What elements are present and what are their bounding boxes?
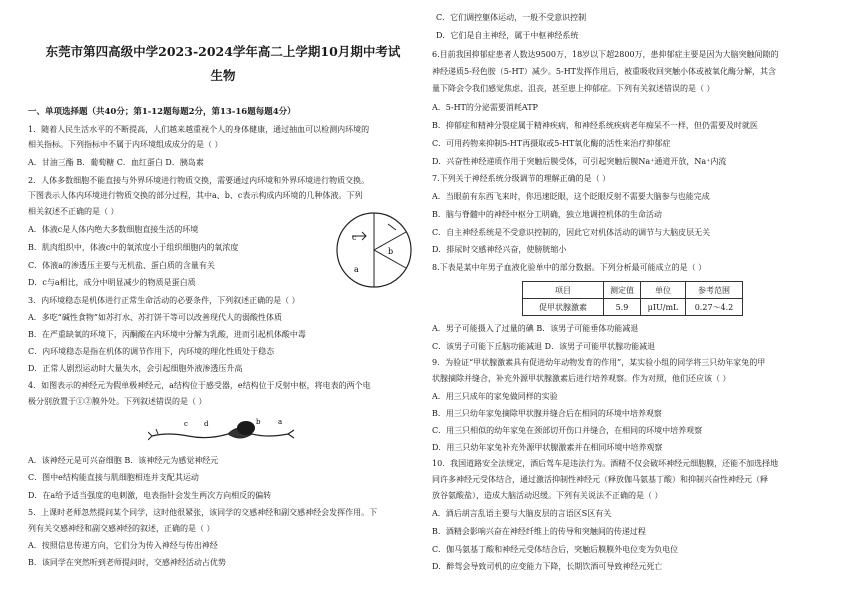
lab-result-table [522, 281, 743, 316]
text-line: 同许多神经元受体结合，通过激活抑制性神经元（释放伽马氨基丁酸）和抑制兴奋性神经元（释 [432, 475, 768, 484]
text-line: A．酒后胡言乱语主要与大脑皮层的言语区S区有关 [432, 509, 612, 518]
text-line: 10．我国道路安全法规定，酒后驾车是违法行为。酒精不仅会破坏神经元细胞膜，还能不加选择地 [432, 459, 779, 468]
table-header: 参考范围 [686, 282, 743, 299]
section-heading: 一、单项选择题（共40分；第1-12题每题2分，第13-16题每题4分） [28, 107, 296, 117]
text-line: D．它们是自主神经，属于中枢神经系统 [436, 31, 579, 40]
text-line: 7.下列关于神经系统分级调节的理解正确的是（ ） [432, 174, 611, 183]
text-line: B．在严重缺氧的环境下，丙酮酸在内环境中分解为乳酸，进而引起机体酸中毒 [28, 330, 306, 339]
label-a: a [278, 418, 283, 426]
text-line: D．用三只幼年家兔补充外源甲状腺激素并在相同环境中培养观察 [432, 443, 663, 452]
text-line: B．脑与脊髓中的神经中枢分工明确，独立地调控机体的生命活动 [432, 210, 662, 219]
subject-title: 生物 [210, 68, 236, 83]
text-line: A．用三只成年的家兔做同样的实验 [432, 392, 558, 401]
table-header-row [523, 282, 743, 299]
text-line: B．酒精会影响兴奋在神经纤维上的传导和突触间的传递过程 [432, 527, 646, 536]
text-line: A．男子可能摄入了过量的碘 B．该男子可能垂体功能减退 [432, 324, 639, 333]
text-line: A．按照信息传递方向，它们分为传入神经与传出神经 [28, 541, 218, 550]
label-c: c [184, 420, 188, 428]
text-line: 列有关交感神经和副交感神经的叙述，正确的是（ ） [28, 524, 215, 533]
text-line: 极分别放置于①②膜外处。下列叙述错误的是（ ） [28, 397, 207, 406]
table-cell: 5.9 [604, 299, 641, 316]
text-line: C．可用药物来抑制5-HT再摄取或5-HT氧化酶的活性来治疗抑郁症 [432, 139, 671, 148]
text-line: 5．上课时老师忽然提问某个同学，这时他很紧张，该同学的交感神经和副交感神经会发挥作用。下 [28, 508, 378, 517]
text-line: C．体液a的渗透压主要与无机盐、蛋白质的含量有关 [28, 261, 215, 270]
table-header: 测定值 [604, 282, 641, 299]
table-cell: 促甲状腺激素 [523, 299, 604, 316]
text-line: B．抑郁症和精神分裂症属于精神疾病，和神经系统疾病老年痴呆不一样，但仍需要及时就医 [432, 121, 758, 130]
text-line: 8.下表是某中年男子血液化验单中的部分数据。下列分析最可能成立的是（ ） [432, 263, 707, 272]
label-d: d [204, 420, 209, 428]
body-fluid-diagram [332, 210, 416, 290]
text-line: 1．随着人民生活水平的不断提高，人们越来越重视个人的身体健康，通过抽血可以检测内环境的 [28, 125, 370, 134]
text-line: 放谷氨酸盐），造成大脑活动迟缓。下列有关说法不正确的是（ ） [432, 491, 663, 500]
label-a: a [354, 265, 359, 274]
text-line: 相关指标。下列指标中不属于内环境组成成分的是（ ） [28, 140, 223, 149]
table-header: 项目 [523, 282, 604, 299]
text-line: 神经递质5-羟色胺（5-HT）减少。5-HT发挥作用后，被重吸收回突触小体或被氧化酶分解，其含 [432, 67, 776, 76]
label-b: b [256, 418, 261, 426]
text-line: 4．如图表示的神经元为假单极神经元，a结构位于感受器，e结构位于反射中枢，将电表的两个电 [28, 381, 371, 390]
table-cell: 0.27～4.2 [686, 299, 743, 316]
text-line: 6.目前我国抑郁症患者人数达9500万，18岁以下超2800万，患抑郁症主要是因为大脑突触间隙的 [432, 50, 779, 59]
text-line: D．c与a相比，成分中明显减少的物质是蛋白质 [28, 278, 196, 287]
label-b: b [388, 247, 394, 256]
text-line: 2．人体多数细胞不能直接与外界环境进行物质交换，需要通过内环境和外界环境进行物质交换。 [28, 176, 370, 185]
table-header: 单位 [641, 282, 686, 299]
text-line: 下图表示人体内环境进行物质交换的部分过程，其中a、b、c表示构成内环境的几种体液。下列 [28, 191, 363, 200]
text-line: C．内环境稳态是指在机体的调节作用下，内环境的理化性质处于稳态 [28, 347, 275, 356]
text-line: 3．内环境稳态是机体进行正常生命活动的必要条件，下列叙述正确的是（ ） [28, 296, 300, 305]
text-line: D．在a给予适当强度的电刺激，电表指针会发生两次方向相反的偏转 [28, 491, 272, 500]
table-row [523, 299, 743, 316]
text-line: C．伽马氨基丁酸和神经元受体结合后，突触后膜膜外电位变为负电位 [432, 545, 679, 554]
text-line: C．用三只相似的幼年家兔在颈部切开伤口并缝合，在相同的环境中培养观察 [432, 426, 703, 435]
text-line: 状腺摘除并缝合，补充外源甲状腺激素后进行培养观察。作为对照，他们还应该（ ） [432, 374, 731, 383]
text-line: A．甘油三酯 B．葡萄糖 C．血红蛋白 D．胰岛素 [28, 158, 204, 167]
text-line: 9．为验证“甲状腺激素具有促进幼年动物发育的作用”，某实验小组的同学将三只幼年家兔的甲 [432, 358, 766, 367]
text-line: B．该同学在突然听到老师提问时，交感神经活动占优势 [28, 558, 226, 567]
label-c: c [352, 233, 357, 242]
text-line: B．用三只幼年家兔摘除甲状腺并缝合后在相同的环境中培养观察 [432, 409, 662, 418]
text-line: B．肌肉组织中，体液c中的氧浓度小于组织细胞内的氧浓度 [28, 243, 239, 252]
text-line: A．体液c是人体内绝大多数细胞直接生活的环境 [28, 225, 199, 234]
text-line: C．它们调控躯体运动，一般不受意识控制 [436, 13, 587, 22]
text-line: D．醉驾会导致司机的应变能力下降，长期饮酒可导致神经元死亡 [432, 562, 663, 571]
exam-title: 东莞市第四高级中学2023-2024学年高二上学期10月期中考试 [45, 44, 401, 59]
text-line: 量下降会令我们感觉焦虑、沮丧，甚至患上抑郁症。下列有关叙述错误的是（ ） [432, 84, 715, 93]
text-line: C．该男子可能下丘脑功能减退 D．该男子可能甲状腺功能减退 [432, 342, 656, 351]
text-line: C．自主神经系统是不受意识控制的，因此它对机体活动的调节与大脑皮层无关 [432, 228, 711, 237]
text-line: D．兴奋性神经递质作用于突触后膜受体，可引起突触后膜Na⁺通道开放，Na⁺内流 [432, 157, 727, 166]
neuron-diagram [148, 412, 298, 448]
text-line: C．图中e结构能直接与肌细胞相连并支配其运动 [28, 473, 199, 482]
text-line: A．该神经元是可兴奋细胞 B．该神经元为感觉神经元 [28, 456, 219, 465]
text-line: A．5-HT的分泌需要消耗ATP [432, 103, 538, 112]
text-line: D．排尿时交感神经兴奋，使膀胱缩小 [432, 245, 567, 254]
table-cell: μIU/mL [641, 299, 686, 316]
text-line: D．正常人剧烈运动时大量失水，会引起细胞外液渗透压升高 [28, 364, 243, 373]
text-line: A．当眼前有东西飞来时，你迅速眨眼，这个眨眼反射不需要大脑参与也能完成 [432, 192, 710, 201]
text-line: A．多吃“碱性食物”如苏打水、苏打饼干等可以改善现代人的弱酸性体质 [28, 313, 282, 322]
text-line: 相关叙述不正确的是（ ） [28, 207, 119, 216]
